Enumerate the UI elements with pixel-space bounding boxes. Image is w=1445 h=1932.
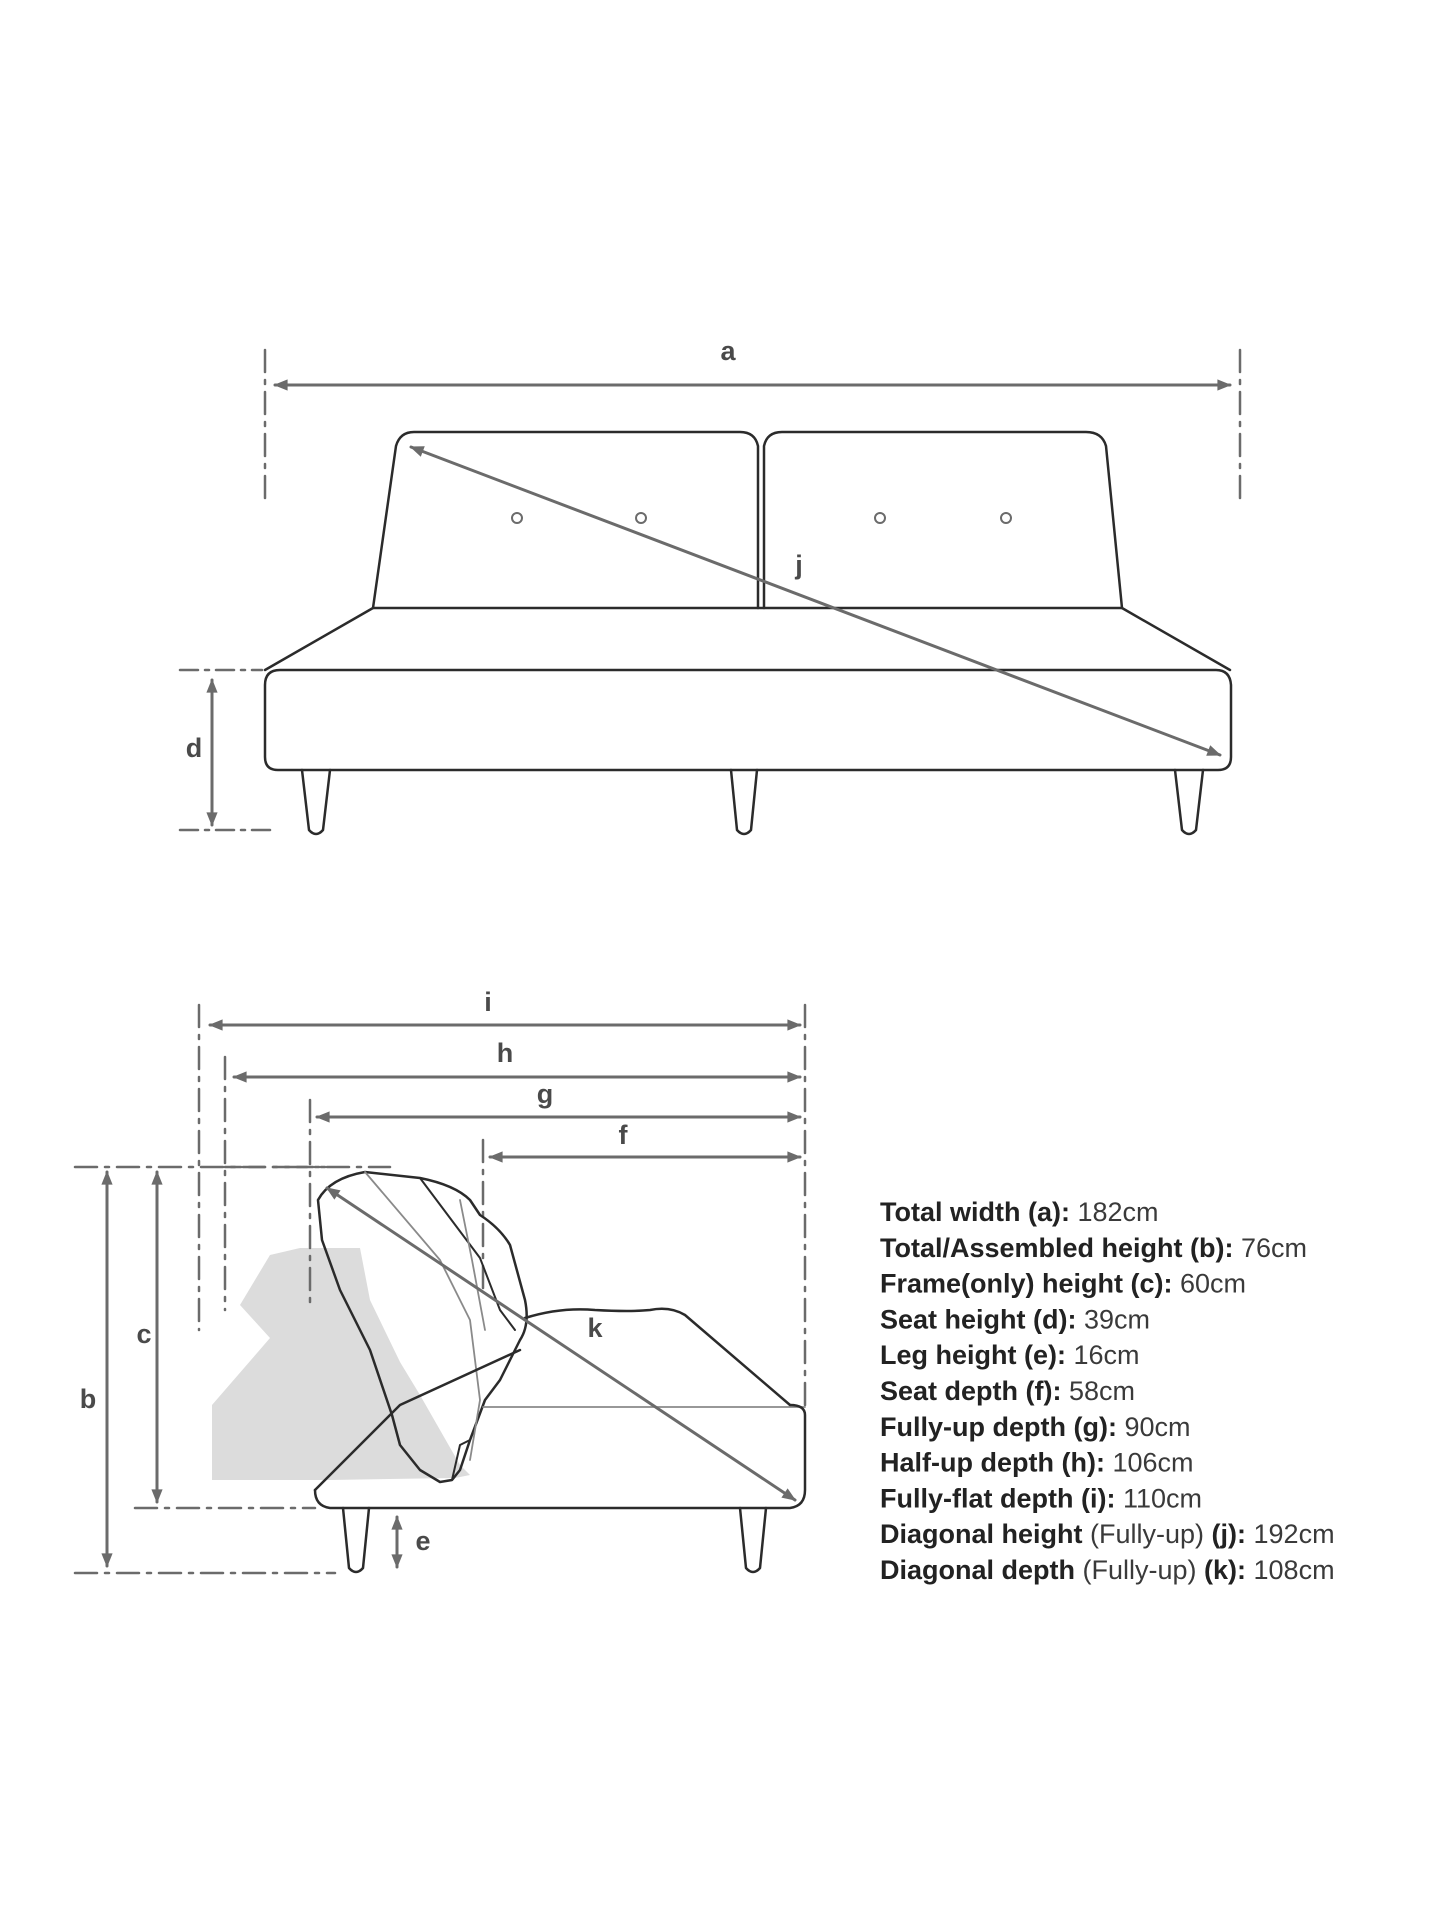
cushion-button [512, 513, 522, 523]
spec-row [880, 1483, 1202, 1513]
seat-top [265, 608, 1230, 670]
label-c: c [136, 1319, 152, 1349]
spec-key: Half-up depth (h): [880, 1447, 1105, 1478]
spec-value: 182cm [1069, 1197, 1159, 1227]
label-e: e [415, 1526, 431, 1556]
spec-value: 192cm [1246, 1519, 1335, 1550]
side-view [75, 1005, 805, 1573]
spec-key: Seat depth (f): [880, 1376, 1062, 1406]
spec-value: 90cm [1116, 1411, 1191, 1442]
spec-key: Fully-flat depth (i): [880, 1483, 1116, 1514]
label-h: h [496, 1038, 514, 1068]
cushion-button [1001, 513, 1011, 523]
half-up-silhouette [212, 1248, 470, 1480]
label-k: k [587, 1313, 603, 1343]
side-leg-left [343, 1508, 369, 1572]
spec-row [880, 1269, 1246, 1299]
label-i: i [484, 987, 492, 1017]
spec-value: 76cm [1233, 1232, 1308, 1263]
spec-row [880, 1340, 1140, 1370]
spec-key: Frame(only) height (c): [880, 1268, 1173, 1299]
spec-value: 16cm [1065, 1340, 1140, 1371]
spec-value: 58cm [1061, 1376, 1136, 1406]
spec-row [880, 1304, 1150, 1334]
label-f: f [618, 1120, 628, 1150]
spec-key: Diagonal depth [880, 1555, 1083, 1585]
backrest-seam [460, 1200, 485, 1330]
spec-qual: (Fully-up) [1082, 1555, 1197, 1585]
back-cushion-right [764, 432, 1122, 608]
spec-key: Leg height (e): [880, 1340, 1066, 1371]
spec-value: 108cm [1246, 1555, 1335, 1585]
seat-base [265, 670, 1231, 770]
spec-value: 60cm [1172, 1268, 1247, 1299]
spec-value: 39cm [1076, 1304, 1151, 1335]
spec-row [880, 1376, 1135, 1406]
label-b: b [79, 1384, 97, 1414]
spec-row [880, 1233, 1307, 1263]
spec-row [880, 1448, 1194, 1478]
label-a: a [720, 336, 736, 366]
dimension-j-arrow [411, 447, 1220, 755]
label-j: j [795, 550, 803, 580]
side-seat-top [525, 1309, 790, 1405]
front-leg-right [1175, 770, 1203, 834]
spec-letter: (k): [1196, 1555, 1247, 1585]
front-leg-middle [731, 770, 757, 834]
front-leg-left [302, 770, 330, 834]
spec-row [880, 1519, 1335, 1549]
label-d: d [185, 733, 203, 763]
specification-list [880, 1197, 1335, 1585]
spec-key: Seat height (d): [880, 1304, 1077, 1335]
spec-value: 110cm [1115, 1483, 1203, 1514]
back-cushion-left [373, 432, 758, 608]
front-view [180, 350, 1240, 834]
spec-row [880, 1197, 1159, 1227]
label-g: g [536, 1079, 554, 1109]
spec-qual: (Fully-up) [1090, 1519, 1205, 1550]
spec-key: Total/Assembled height (b): [880, 1232, 1234, 1263]
side-leg-right [740, 1508, 766, 1572]
spec-letter: (j): [1204, 1519, 1247, 1550]
spec-row [880, 1412, 1190, 1442]
cushion-button [636, 513, 646, 523]
cushion-button [875, 513, 885, 523]
spec-key: Fully-up depth (g): [880, 1411, 1117, 1442]
spec-row [880, 1555, 1335, 1585]
spec-key: Diagonal height [880, 1519, 1091, 1550]
spec-key: Total width (a): [880, 1197, 1070, 1227]
spec-value: 106cm [1104, 1447, 1194, 1478]
